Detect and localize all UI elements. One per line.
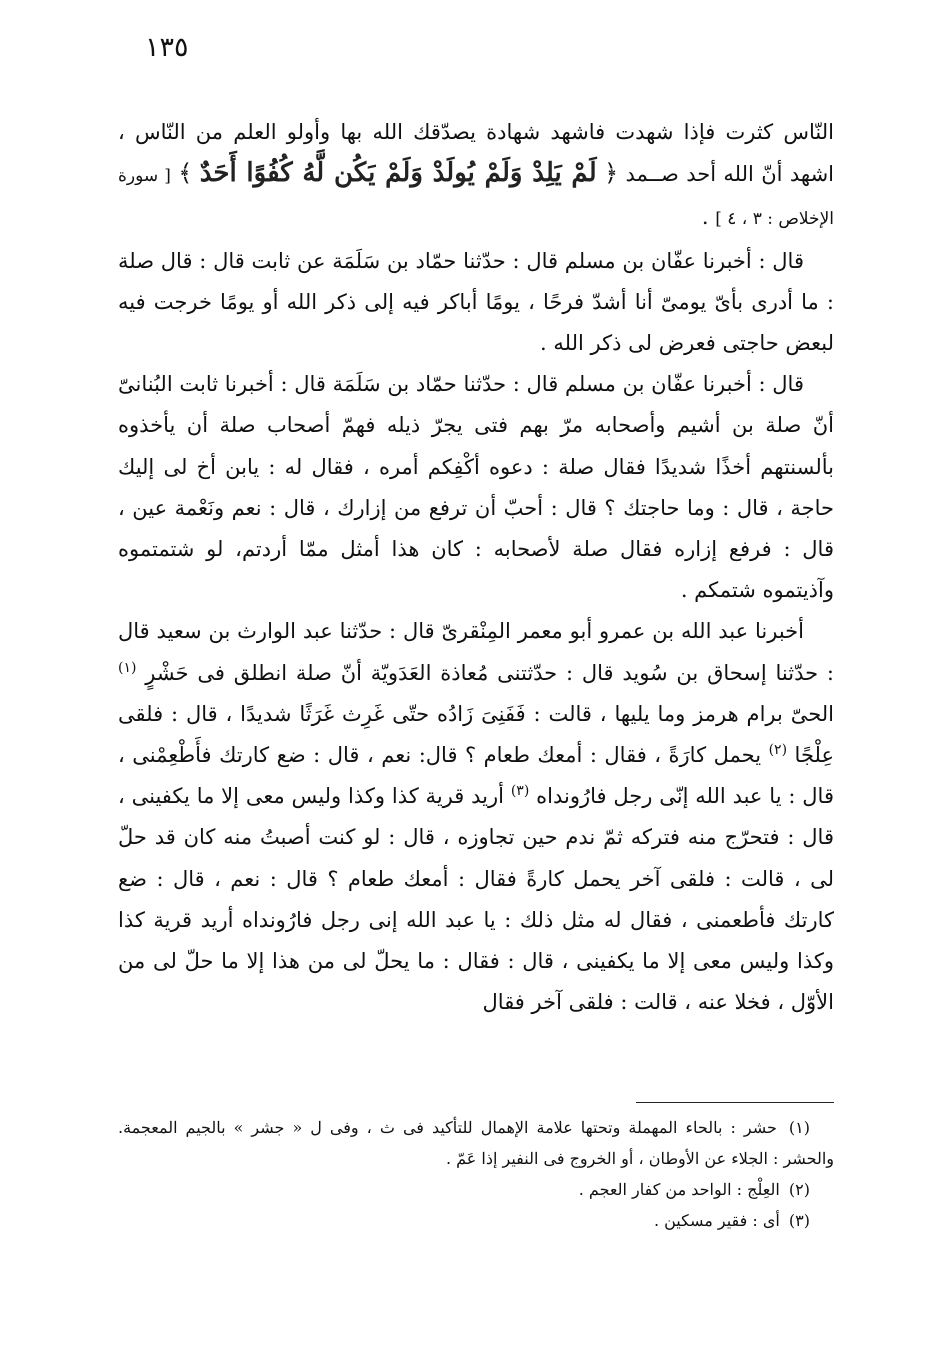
paragraph-4 — [118, 611, 834, 1023]
footnote-3-text: أى : فقير مسكين . — [653, 1211, 780, 1230]
page-number: ١٣٥ — [145, 32, 189, 63]
paragraph-1-end: . — [701, 205, 709, 230]
footnote-marker-1[interactable]: (١) — [118, 659, 137, 676]
surah-reference: [ سورة الإخلاص : ٣ ، ٤ ] — [118, 166, 834, 230]
paragraph-4-text-b: الحىّ برام هرمز وما يليها ، قالت : فَفَنِىَ زَادُه حتّى غَرِث غَرَثًا شديدًا ، قال : فلقى عِلْجًا — [118, 701, 834, 768]
paragraph-2 — [118, 241, 834, 365]
paragraph-2-text: قال : أخبرنا عفّان بن مسلم قال : حدّثنا حمّاد بن سَلَمَة عن ثابت قال : قال صلة : ما أدرى بأىّ يومىّ أنا أشدّ فرحًا ، يومًا أباكر فيه إلى ذكر الله أو يومًا خرجت فيه لبعض حاجتى فعرض لى ذكر الله . — [118, 248, 834, 356]
footnote-2 — [118, 1174, 834, 1205]
footnote-3-number: (٣) — [788, 1211, 810, 1230]
quran-close-bracket: ﴾ — [178, 159, 193, 188]
paragraph-4-text-a: أخبرنا عبد الله بن عمرو أبو معمر المِنْقرىّ قال : حدّثنا عبد الوارث بن سعيد قال : حدّثنا إسحاق بن سُويد قال : حدّثتنى مُعاذة العَدَويّة أنّ صلة انطلق فى حَشْرٍ — [118, 619, 834, 685]
footnote-marker-2[interactable]: (٢) — [768, 742, 788, 759]
quran-verse: لَمْ يَلِدْ وَلَمْ يُولَدْ وَلَمْ يَكُن لَّهُ كُفُوًا أَحَدٌ — [199, 158, 597, 189]
footnote-2-number: (٢) — [788, 1180, 810, 1199]
paragraph-1 — [118, 112, 834, 241]
footnote-1-text: حشر : بالحاء المهملة وتحتها علامة الإهمال للتأكيد فى ث ، وفى ل « جشر » بالجيم المعجمة. والحشر : الجلاء عن الأوطان ، أو الخروج فى النفير إذا عَمّ . — [118, 1118, 834, 1168]
footnote-marker-3[interactable]: (٣) — [510, 783, 530, 800]
paragraph-4-text-d: أريد قرية كذا وكذا وليس معى إلا ما يكفينى ، قال : فتحرّج منه فتركه ثمّ ندم حين تجاوزه ، قال : لو كنت أصبتُ منه كان قد حلّ لى ، قالت : فلقى آخر يحمل كارةً فقال : أمعك طعام ؟ قال : نعم ، قال : ضع كارتك فأطعمنى ، فقال له مثل ذلك : يا عبد الله إنى رجل فارُونداه أريد قرية كذا وكذا وليس معى إلا ما يكفينى ، قال : فقال : ما يحلّ لى من هذا إلا ما حلّ لى من الأوّل ، فخلا عنه ، قالت : فلقى آخر فقال — [118, 784, 834, 1015]
paragraph-3-text: قال : أخبرنا عفّان بن مسلم قال : حدّثنا حمّاد بن سَلَمَة قال : أخبرنا ثابت البُنانىّ أنّ صلة بن أشيم وأصحابه مرّ بهم فتى يجرّ ذيله فهمّ أصحاب صلة أن يأخذوه بألسنتهم أخذًا شديدًا فقال صلة : دعوه أكْفِكم أمره ، فقال له : يابن أخ لى إليك حاجة ، قال : وما حاجتك ؟ قال : أحبّ أن ترفع من إزارك ، قال : نعم ونَعْمة عين ، قال : فرفع إزاره فقال صلة لأصحابه : كان هذا أمثل ممّا أردتم، لو شتمتموه وآذيتموه شتمكم . — [118, 372, 834, 603]
paragraph-1-text: النّاس كثرت فإذا شهدت فاشهد شهادة يصدّقك الله بها وأولو العلم من النّاس ، اشهد أنّ الله أحد صــمد — [118, 120, 834, 187]
footnote-divider — [636, 1102, 834, 1103]
paragraph-4-text-c: يحمل كارَةً ، فقال : أمعك طعام ؟ قال: نعم ، قال : ضع كارتك فأَطْعِمْنى ، قال : يا عبد الله إنّى رجل فارُونداه — [118, 743, 834, 809]
footnote-2-text: العِلْج : الواحد من كفار العجم . — [578, 1180, 780, 1199]
paragraph-3 — [118, 364, 834, 611]
footnote-1 — [118, 1112, 834, 1174]
footnote-1-number: (١) — [788, 1118, 810, 1137]
quran-open-bracket: ﴿ — [604, 159, 619, 188]
main-text — [118, 112, 834, 1023]
footnote-3 — [118, 1205, 834, 1236]
footnotes — [118, 1112, 834, 1236]
